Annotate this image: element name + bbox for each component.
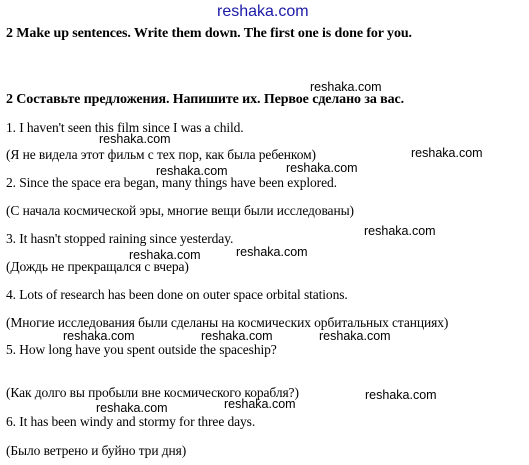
watermark: reshaka.com xyxy=(310,80,382,94)
watermark: reshaka.com xyxy=(236,245,308,259)
sentence-2-ru: (С начала космической эры, многие вещи были исследованы) xyxy=(6,203,354,218)
watermark: reshaka.com xyxy=(99,132,171,146)
task-title-en: 2 Make up sentences. Write them down. The first one is done for you. xyxy=(6,26,412,41)
site-header-watermark: reshaka.com xyxy=(217,3,309,20)
sentence-2-en: 2. Since the space era began, many things have been explored. xyxy=(6,175,337,190)
watermark: reshaka.com xyxy=(364,224,436,238)
watermark: reshaka.com xyxy=(63,329,135,343)
watermark: reshaka.com xyxy=(224,397,296,411)
sentence-3-ru: (Дождь не прекращался с вчера) xyxy=(6,259,189,274)
watermark: reshaka.com xyxy=(129,248,201,262)
watermark: reshaka.com xyxy=(286,161,358,175)
sentence-4-ru: (Многие исследования были сделаны на космических орбитальных станциях) xyxy=(6,315,449,330)
sentence-1-en: 1. I haven't seen this film since I was a child. xyxy=(6,120,244,135)
watermark: reshaka.com xyxy=(96,401,168,415)
watermark: reshaka.com xyxy=(411,146,483,160)
sentence-4-en: 4. Lots of research has been done on outer space orbital stations. xyxy=(6,287,348,302)
task-title-ru: 2 Составьте предложения. Напишите их. Первое сделано за вас. xyxy=(6,92,405,107)
sentence-1-ru: (Я не видела этот фильм с тех пор, как была ребенком) xyxy=(6,147,316,162)
sentence-6-ru: (Было ветрено и буйно три дня) xyxy=(6,443,187,458)
sentence-3-en: 3. It hasn't stopped raining since yesterday. xyxy=(6,231,234,246)
watermark: reshaka.com xyxy=(365,388,437,402)
watermark: reshaka.com xyxy=(156,164,228,178)
watermark: reshaka.com xyxy=(319,329,391,343)
watermark: reshaka.com xyxy=(201,329,273,343)
sentence-6-en: 6. It has been windy and stormy for three days. xyxy=(6,414,256,429)
sentence-5-ru: (Как долго вы пробыли вне космического корабля?) xyxy=(6,385,299,400)
sentence-5-en: 5. How long have you spent outside the spaceship? xyxy=(6,342,277,357)
